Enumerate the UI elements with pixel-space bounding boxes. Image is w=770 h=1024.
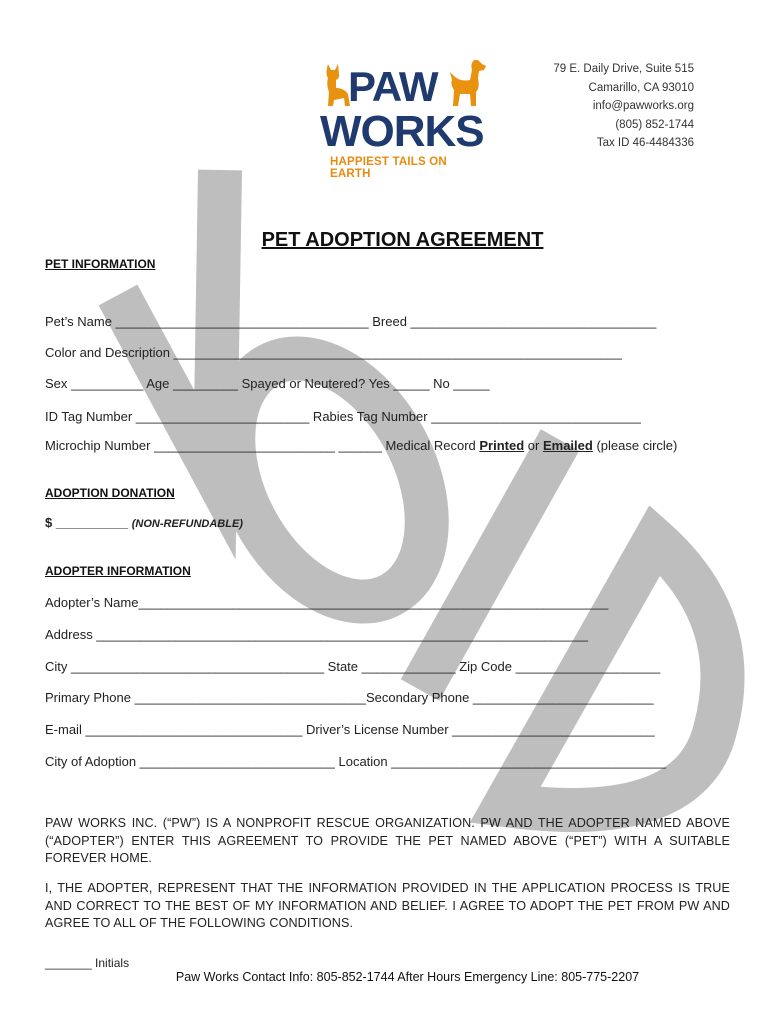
document-title: PET ADOPTION AGREEMENT bbox=[261, 229, 544, 251]
option-emailed[interactable]: Emailed bbox=[542, 438, 593, 453]
field-id-rabies-tag[interactable]: ID Tag Number ________________________ Rabies Tag Number _____________________________ bbox=[45, 409, 641, 424]
field-adopter-name[interactable]: Adopter’s Name_________________________________________________________________ bbox=[45, 595, 609, 610]
section-adopter-information: ADOPTER INFORMATION bbox=[45, 564, 191, 578]
field-phones[interactable]: Primary Phone ________________________________Secondary Phone _________________________ bbox=[45, 690, 654, 705]
paw-works-logo bbox=[318, 58, 488, 180]
option-or: or bbox=[524, 438, 543, 453]
section-pet-information: PET INFORMATION bbox=[45, 257, 156, 271]
address-city: Camarillo, CA 93010 bbox=[588, 81, 694, 94]
microchip-label: Microchip Number _________________________ ______ Medical Record bbox=[45, 438, 480, 453]
section-adoption-donation: ADOPTION DONATION bbox=[45, 486, 175, 500]
logo-tagline: HAPPIEST TAILS ON EARTH bbox=[330, 156, 447, 180]
agreement-paragraph-1: PAW WORKS INC. (“PW”) IS A NONPROFIT RESCUE ORGANIZATION. PW AND THE ADOPTER NAMED ABOVE (“ADOPTER”) ENTER THIS AGREEMENT TO PROVIDE THE PET NAMED ABOVE (“PET”) WITH A SUITABLE FOREVER HOME. bbox=[45, 816, 730, 865]
address-tax-id: Tax ID 46-4484336 bbox=[596, 137, 694, 149]
please-circle-note: (please circle) bbox=[592, 438, 678, 453]
initials-field[interactable]: _______ Initials bbox=[45, 956, 130, 970]
organization-address bbox=[553, 60, 694, 153]
document-title-wrap bbox=[0, 229, 770, 252]
field-email-license[interactable]: E-mail ______________________________ Driver’s License Number ____________________________ bbox=[45, 722, 655, 737]
logo-line-2: WORKS bbox=[320, 107, 484, 156]
address-street: 79 E. Daily Drive, Suite 515 bbox=[553, 63, 694, 75]
address-phone: (805) 852-1744 bbox=[615, 118, 694, 131]
field-microchip-medical[interactable] bbox=[45, 438, 677, 453]
field-pet-name-breed[interactable]: Pet’s Name ___________________________________ Breed __________________________________ bbox=[45, 314, 657, 329]
option-printed[interactable]: Printed bbox=[479, 438, 525, 453]
field-color-description[interactable]: Color and Description ______________________________________________________________ bbox=[45, 345, 622, 360]
field-city-location[interactable]: City of Adoption ___________________________ Location ______________________________________ bbox=[45, 754, 666, 769]
donation-note: (NON-REFUNDABLE) bbox=[131, 518, 243, 530]
footer-contact-text: Paw Works Contact Info: 805-852-1744 After Hours Emergency Line: 805-775-2207 bbox=[175, 970, 640, 984]
donation-amount: $ __________ bbox=[45, 515, 132, 530]
agreement-paragraph-2: I, THE ADOPTER, REPRESENT THAT THE INFORMATION PROVIDED IN THE APPLICATION PROCESS IS TRUE AND CORRECT TO THE BEST OF MY INFORMATION AND BELIEF. I AGREE TO ADOPT THE PET FROM PW AND AGREE TO ALL OF THE FOLLOWING CONDITIONS. bbox=[45, 881, 730, 930]
address-email: info@pawworks.org bbox=[592, 100, 694, 112]
field-donation[interactable] bbox=[45, 515, 243, 530]
field-address[interactable]: Address ____________________________________________________________________ bbox=[45, 627, 588, 642]
logo-line-1: PAW bbox=[348, 63, 438, 110]
dog-silhouette-icon bbox=[448, 58, 488, 108]
field-city-state-zip[interactable]: City ___________________________________ State _____________ Zip Code ____________________ bbox=[45, 659, 661, 674]
footer-contact bbox=[0, 970, 770, 984]
field-sex-age-spayed[interactable]: Sex __________ Age _________ Spayed or Neutered? Yes _____ No _____ bbox=[45, 376, 490, 391]
